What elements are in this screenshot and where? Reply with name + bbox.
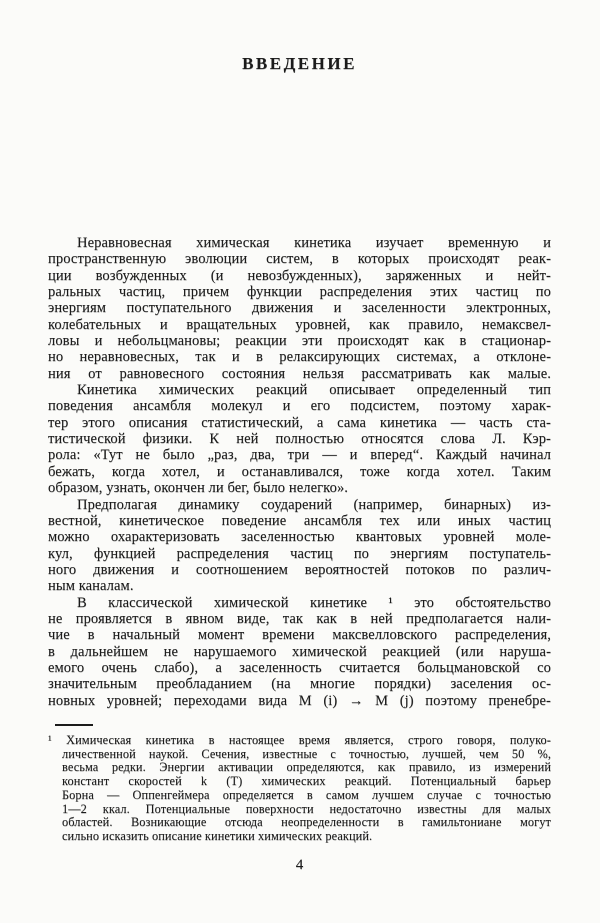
footnote-line: областей. Возникающие отсюда неопределенности в гамильтониане могут <box>62 815 551 830</box>
text-line: ным каналам. <box>48 578 134 595</box>
text-line: емого очень слабо), а заселенность считается больцмановской со <box>48 659 551 676</box>
text-line: В классической химической кинетике ¹ это обстоятельство <box>77 594 551 611</box>
text-line: ральных частиц, причем функции распределения этих частиц по <box>48 284 551 301</box>
footnote-line: Борна — Оппенгеймера определяется в самом лучшем случае с точностью <box>62 787 551 802</box>
text-line: ния от равновесного состояния нельзя рассматривать как малые. <box>48 365 551 382</box>
text-line: можно охарактеризовать заселенностью квантовых уровней моле- <box>48 529 551 546</box>
text-line: тер этого описания статистический, а сама кинетика — часть ста- <box>48 414 551 431</box>
footnote-line: личественной наукой. Сечения, известные с точностью, лучшей, чем 50 %, <box>62 746 551 761</box>
text-line: в дальнейшем не нарушаемого химической реакцией (или наруша- <box>48 643 551 660</box>
text-line: но неравновесных, так и в релаксирующих системах, а отклоне- <box>48 349 551 366</box>
text-line: не проявляется в явном виде, так как в ней предполагается нали- <box>48 610 551 627</box>
text-line: значительным преобладанием (на многие порядки) заселения ос- <box>48 676 551 693</box>
text-line: кул, функцией распределения частиц по энергиям поступатель- <box>48 545 551 562</box>
text-line: тистической физики. К ней полностью относятся слова Л. Кэр- <box>48 431 551 448</box>
text-line: вестной, кинетическое поведение ансамбля тех или иных частиц <box>48 512 551 529</box>
footnote <box>48 734 551 844</box>
text-line: чие в начальный момент времени максвелловского распределения, <box>48 627 551 644</box>
footnote-line: весьма редки. Энергии активации определяются, как правило, из измерений <box>62 760 551 775</box>
text-line: новных уровней; переходами вида M (i) → M (j) поэтому пренебре- <box>48 692 551 709</box>
text-line: ловы и небольцмановы; реакции эти происходят как в стационар- <box>48 333 551 350</box>
footnote-line: ¹ Химическая кинетика в настоящее время является, строго говоря, полуко- <box>48 732 551 747</box>
paragraph <box>48 235 551 382</box>
text-line: Неравновесная химическая кинетика изучает временную и <box>77 235 551 251</box>
text-line: образом, узнать, окончен ли бег, было нелегко». <box>48 480 349 497</box>
footnote-line: констант скоростей k (T) химических реакций. Потенциальный барьер <box>62 774 551 789</box>
page-title: ВВЕДЕНИЕ <box>242 54 357 73</box>
paragraph <box>48 497 551 595</box>
text-line: Кинетика химических реакций описывает определенный тип <box>77 382 551 399</box>
paragraph <box>48 595 551 709</box>
text-line: бежать, когда хотел, и останавливался, тоже когда хотел. Таким <box>48 463 551 480</box>
text-line: ного движения и соотношением вероятностей потоков по различ- <box>48 561 551 578</box>
text-line: Предполагая динамику соударений (например, бинарных) из- <box>77 496 551 513</box>
text-line: пространственную эволюции систем, в которых происходят реак- <box>48 251 551 268</box>
page-number: 4 <box>295 856 304 873</box>
text-line: колебательных и вращательных уровней, как правило, немаксвел- <box>48 316 551 333</box>
text-line: поведения ансамбля молекул и его подсистем, поэтому харак- <box>48 398 551 415</box>
text-line: ции возбужденных (и невозбужденных), заряженных и нейт- <box>48 267 551 284</box>
footnote-line: 1—2 ккал. Потенциальные поверхности недостаточно известны для малых <box>62 801 551 816</box>
body-text <box>48 235 551 709</box>
paragraph <box>48 382 551 496</box>
text-line: энергиям поступательного движения и заселенности электронных, <box>48 300 551 317</box>
footnote-rule <box>55 724 93 726</box>
footnote-line: сильно исказить описание кинетики химических реакций. <box>62 829 373 844</box>
text-line: рола: «Тут не было „раз, два, три — и вперед“. Каждый начинал <box>48 447 551 464</box>
